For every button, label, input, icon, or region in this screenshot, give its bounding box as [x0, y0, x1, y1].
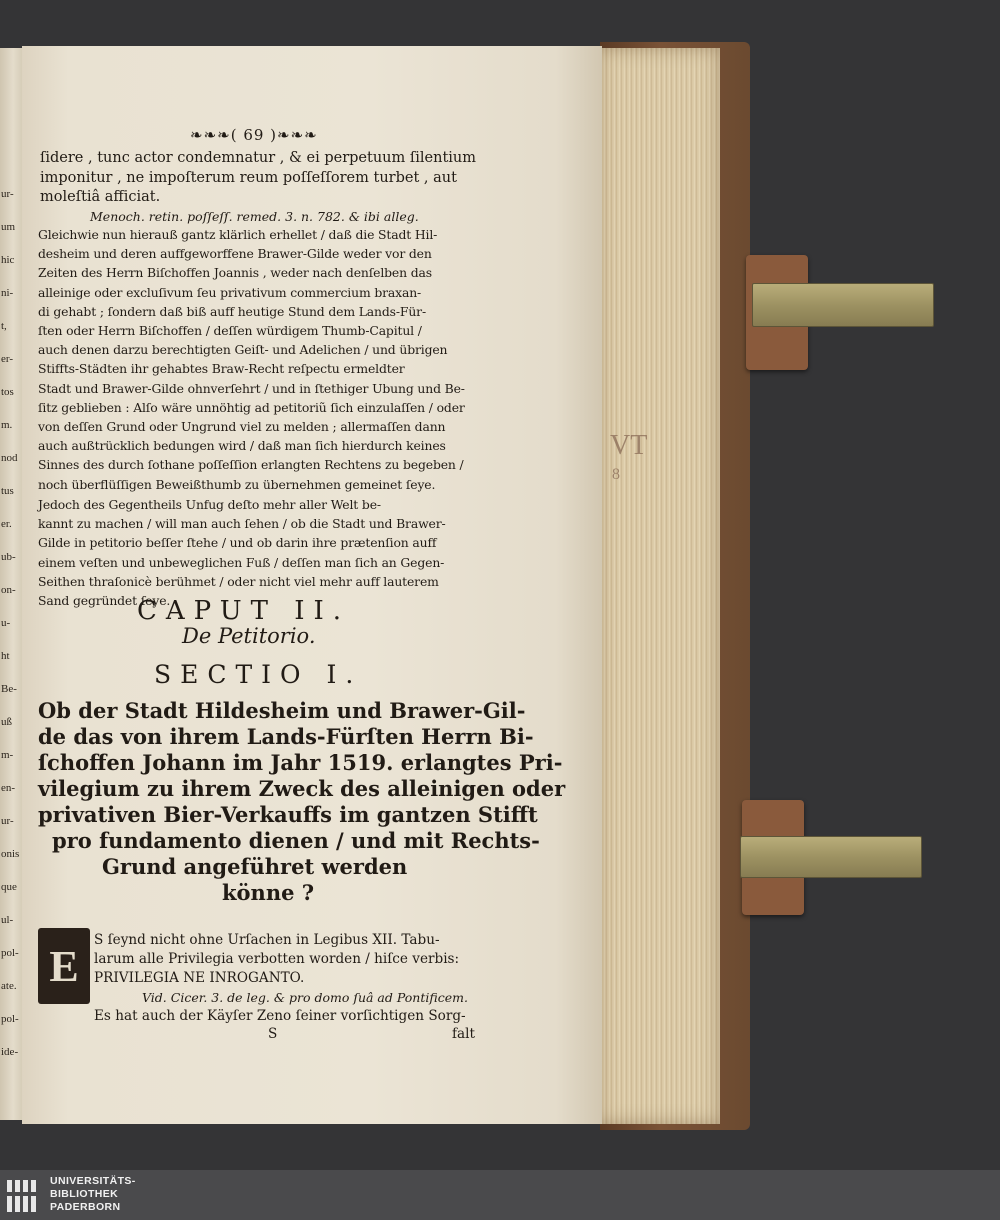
library-name-line-1: UNIVERSITÄTS-	[50, 1175, 136, 1187]
para2-line: Seithen thraſonicè berühmet / oder nicht viel mehr auff lauterem	[38, 573, 439, 589]
para1-line: auch außtrücklich bedungen wird / daß man ſich hierdurch keines	[38, 438, 446, 454]
para1-line: Stiffts-Städten ihr gehabtes Braw-Recht reſpectu ermeldter	[38, 361, 405, 377]
left-page-fragment: on-	[1, 584, 16, 596]
left-page-fragment: ur-	[1, 188, 14, 200]
left-page-fragment: Be-	[1, 683, 17, 695]
para1-line: Zeiten des Herrn Biſchoffen Joannis , weder nach denſelben das	[38, 265, 432, 281]
edge-mark: VT	[610, 430, 648, 461]
heading-line: de das von ihrem Lands-Fürſten Herrn Bi-	[38, 724, 534, 749]
left-page-fragment: er.	[1, 518, 12, 530]
heading-line: könne ?	[222, 880, 315, 905]
heading-line: Ob der Stadt Hildesheim und Brawer-Gil-	[38, 698, 526, 723]
heading-line: privativen Bier-Verkauffs im gantzen Stifft	[38, 802, 538, 827]
para1-line: von deſſen Grund oder Ungrund viel zu melden ; allermaſſen dann	[38, 419, 446, 434]
left-page-fragment: m.	[1, 419, 13, 431]
body-line-1: S ſeynd nicht ohne Urſachen in Legibus XII. Tabu-	[94, 932, 440, 948]
library-name-line-3: PADERBORN	[50, 1201, 121, 1213]
left-page-fragment: er-	[1, 353, 13, 365]
left-page-fragment: ide-	[1, 1046, 19, 1058]
heading-line: vilegium zu ihrem Zweck des alleinigen oder	[38, 776, 566, 801]
para1-line: ſten oder Herrn Biſchoffen / deſſen würdigem Thumb-Capitul /	[38, 323, 422, 338]
page-number-header: ❧❧❧( 69 )❧❧❧	[190, 126, 318, 144]
heading-line: pro fundamento dienen / und mit Rechts-	[52, 828, 540, 853]
para1-line: Gleichwie nun hierauß gantz klärlich erhellet / daß die Stadt Hil-	[38, 227, 438, 242]
left-page-fragment: onis	[1, 848, 20, 860]
para2-line: einem veſten und unbeweglichen Fuß / deſſen man ſich an Gegen-	[38, 554, 445, 570]
heading-line: Grund angeführet werden	[102, 854, 408, 879]
citation-cicero: Vid. Cicer. 3. de leg. & pro domo ſuâ ad Pontificem.	[142, 990, 468, 1005]
left-page-fragment: nod	[1, 452, 18, 464]
caput-subtitle: De Petitorio.	[182, 624, 316, 648]
page-block-edges	[598, 48, 720, 1124]
left-page-fragment: u-	[1, 617, 11, 629]
left-page-edge	[0, 48, 22, 1120]
library-banner	[0, 1170, 1000, 1220]
para2-line: Gilde in petitorio beſſer ſtehe / und ob darin ihre prætenſion auff	[38, 535, 437, 551]
latin-line-3: moleſtiâ afficiat.	[40, 189, 161, 205]
signature-mark: S	[268, 1026, 278, 1042]
library-logo-icon	[4, 1174, 46, 1216]
left-page-fragment: hic	[1, 254, 15, 266]
caput-title: CAPUT II.	[137, 596, 351, 626]
left-page-fragment: pol-	[1, 1013, 19, 1025]
left-page-fragment: en-	[1, 782, 16, 794]
latin-line-1: ſidere , tunc actor condemnatur , & ei perpetuum ſilentium	[40, 150, 476, 166]
para1-line: Sinnes des durch ſothane poſſeſſion erlangten Rechtens zu begeben /	[38, 457, 464, 473]
para1-line: auch denen darzu berechtigten Geiſt- und Adelichen / und übrigen	[38, 342, 448, 358]
heading-line: ſchoffen Johann im Jahr 1519. erlangtes Pri-	[38, 750, 563, 775]
left-page-fragment: que	[1, 881, 17, 893]
latin-line-2: imponitur , ne impoſterum reum poſſeſſorem turbet , aut	[40, 170, 457, 186]
left-page-fragment: um	[1, 221, 16, 233]
left-page-fragment: tos	[1, 386, 14, 398]
lower-clasp-metal	[740, 836, 922, 878]
para1-line: Stadt und Brawer-Gilde ohnverſehrt / und in ſtethiger Ubung und Be-	[38, 380, 465, 396]
left-page-fragment: uß	[1, 716, 12, 728]
para2-line: Sand gegründet ſeye.	[38, 593, 171, 608]
para1-line: alleinige oder excluſivum ſeu privativum commercium braxan-	[38, 284, 422, 300]
sectio-title: SECTIO I.	[154, 660, 363, 689]
body-last-line: Es hat auch der Käyſer Zeno ſeiner vorſichtigen Sorg-	[94, 1008, 466, 1024]
body-line-3: PRIVILEGIA NE INROGANTO.	[94, 970, 305, 986]
initial-letter-glyph: E	[49, 941, 79, 991]
left-page-fragment: ht	[1, 650, 10, 662]
para2-line: kannt zu machen / will man auch ſehen / ob die Stadt und Brawer-	[38, 516, 446, 532]
library-name-line-2: BIBLIOTHEK	[50, 1188, 119, 1200]
book-page	[22, 46, 602, 1124]
para1-line: noch überflüſſigen Beweißthumb zu übernehmen gemeinet ſeye.	[38, 476, 436, 492]
para1-line: di gehabt ; ſondern daß biß auff heutige Stund dem Lands-Für-	[38, 303, 426, 319]
left-page-fragment: tus	[1, 485, 14, 497]
left-page-fragment: ur-	[1, 815, 14, 827]
body-line-2: larum alle Privilegia verbotten worden / hiſce verbis:	[94, 951, 460, 967]
catchword: falt	[452, 1026, 475, 1042]
left-page-fragment: ub-	[1, 551, 16, 563]
left-page-fragment: ate.	[1, 980, 17, 992]
left-page-fragment: t,	[1, 320, 7, 332]
edge-mark-number: 8	[612, 466, 620, 483]
para2-line: Jedoch des Gegentheils Unfug deſto mehr aller Welt be-	[38, 497, 381, 512]
left-page-fragment: pol-	[1, 947, 19, 959]
left-page-fragment: m-	[1, 749, 14, 761]
para1-line: desheim und deren auffgeworffene Brawer-Gilde weder vor den	[38, 246, 432, 262]
left-page-fragment: ul-	[1, 914, 14, 926]
para1-line: ſitz geblieben : Alſo wäre unnöhtig ad petitoriũ ſich einzulaſſen / oder	[38, 399, 465, 415]
decorated-initial	[38, 928, 90, 1004]
citation-menoch: Menoch. retin. poſſeſſ. remed. 3. n. 782. & ibi alleg.	[90, 209, 419, 224]
upper-clasp-metal	[752, 283, 934, 327]
left-page-fragment: ni-	[1, 287, 14, 299]
